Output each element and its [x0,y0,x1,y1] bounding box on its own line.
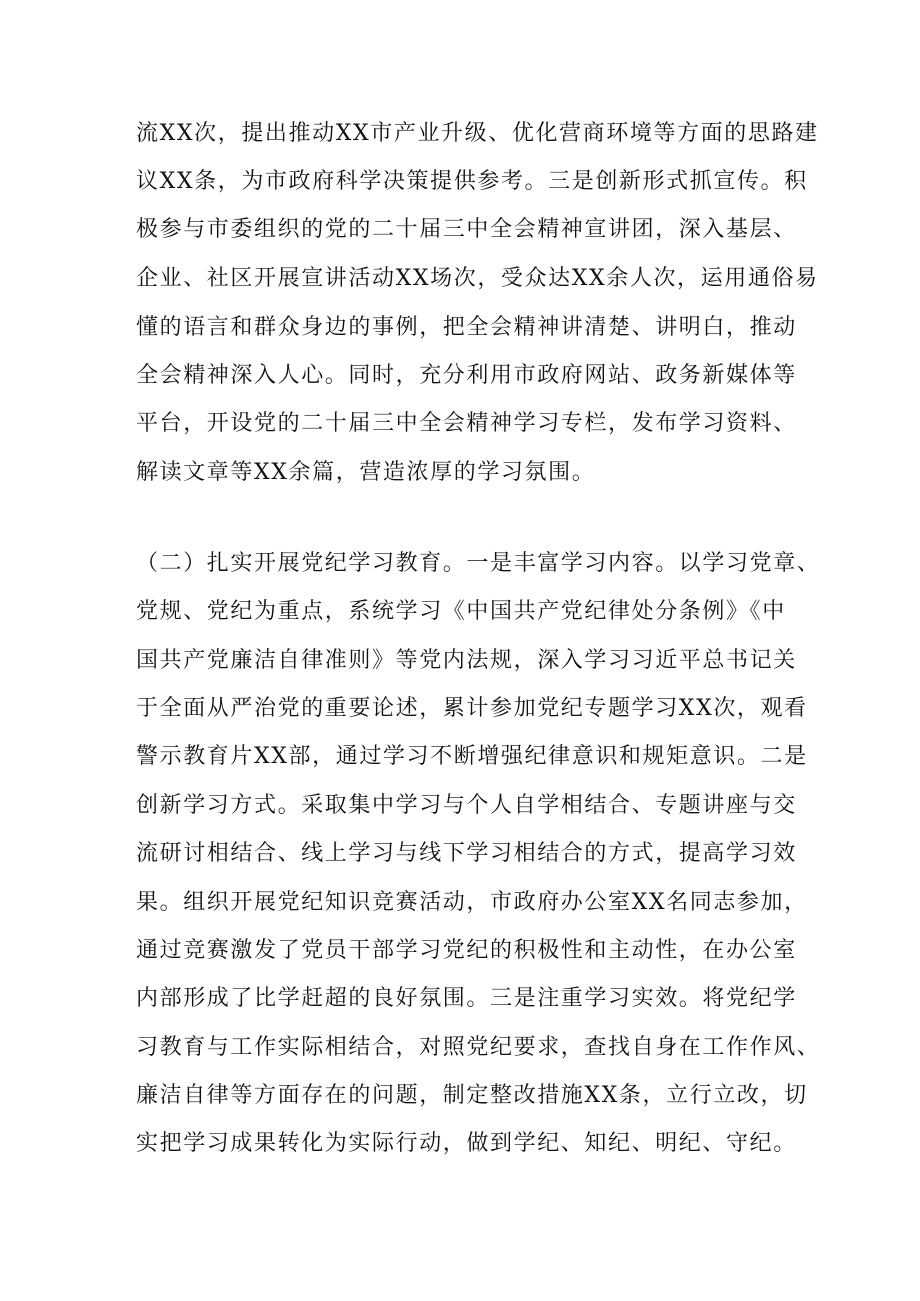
paragraph-2-line-6: 创新学习方式。采取集中学习与个人自学相结合、专题讲座与交 [136,793,797,818]
paragraph-2-line-8: 果。组织开展党纪知识竞赛活动，市政府办公室XX名同志参加， [136,890,808,915]
paragraph-1-line-7: 平台，开设党的二十届三中全会精神学习专栏，发布学习资料、 [136,411,797,436]
paragraph-1-line-6: 全会精神深入人心。同时，充分利用市政府网站、政务新媒体等 [136,363,797,388]
paragraph-2-line-2: 党规、党纪为重点，系统学习《中国共产党纪律处分条例》《中 [136,599,786,624]
paragraph-2-line-9: 通过竞赛激发了党员干部学习党纪的积极性和主动性，在办公室 [136,938,797,963]
paragraph-2-line-11: 习教育与工作实际相结合，对照党纪要求，查找自身在工作作风、 [136,1035,821,1060]
paragraph-2-line-4: 于全面从严治党的重要论述，累计参加党纪专题学习XX次，观看 [136,696,808,721]
paragraph-2-line-5: 警示教育片XX部，通过学习不断增强纪律意识和规矩意识。二是 [136,744,808,769]
paragraph-2-line-1: （二）扎实开展党纪学习教育。一是丰富学习内容。以学习党章、 [136,551,821,576]
paragraph-1-line-3: 极参与市委组织的党的二十届三中全会精神宣讲团，深入基层、 [136,217,797,242]
paragraph-1-line-4: 企业、社区开展宣讲活动XX场次，受众达XX余人次，运用通俗易 [136,266,819,291]
paragraph-2-line-13: 实把学习成果转化为实际行动，做到学纪、知纪、明纪、守纪。 [136,1131,797,1156]
paragraph-2-line-10: 内部形成了比学赶超的良好氛围。三是注重学习实效。将党纪学 [136,986,797,1011]
paragraph-1-line-2: 议XX条，为市政府科学决策提供参考。三是创新形式抓宣传。积 [136,169,808,194]
paragraph-2-line-12: 廉洁自律等方面存在的问题，制定整改措施XX条，立行立改，切 [136,1083,808,1108]
paragraph-1-line-5: 懂的语言和群众身边的事例，把全会精神讲清楚、讲明白，推动 [136,315,797,340]
paragraph-2-line-3: 国共产党廉洁自律准则》等党内法规，深入学习习近平总书记关 [136,648,797,673]
paragraph-1-line-8: 解读文章等XX余篇，营造浓厚的学习氛围。 [136,460,596,485]
paragraph-2-line-7: 流研讨相结合、线上学习与线下学习相结合的方式，提高学习效 [136,841,797,866]
paragraph-1-line-1: 流XX次，提出推动XX市产业升级、优化营商环境等方面的思路建 [136,121,819,146]
